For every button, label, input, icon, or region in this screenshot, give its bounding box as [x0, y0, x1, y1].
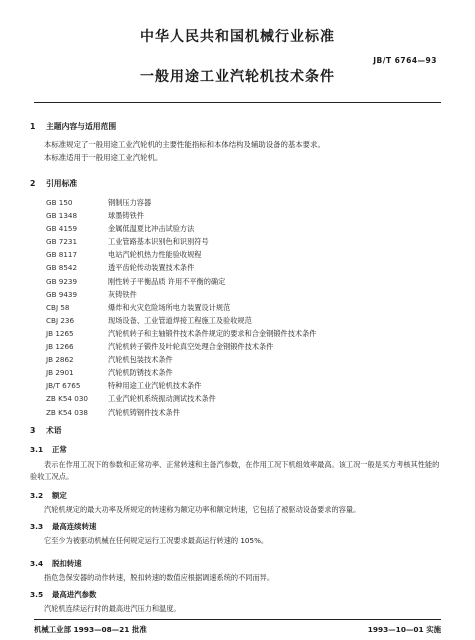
issuing-organization: 中华人民共和国机械行业标准	[140, 29, 335, 45]
reference-title: 球墨铸铁件	[108, 211, 144, 221]
reference-code: GB 4159	[46, 224, 78, 234]
section-3-heading	[30, 425, 62, 436]
section-1-title: 主题内容与适用范围	[46, 122, 117, 131]
reference-row	[46, 327, 446, 340]
reference-title: 刚性转子平衡品质 许用不平衡的确定	[108, 276, 226, 286]
reference-row	[46, 288, 446, 301]
reference-title: 透平齿轮传动装置技术条件	[108, 263, 195, 273]
reference-title: 汽轮机铸钢件技术条件	[108, 407, 180, 417]
reference-row	[46, 379, 446, 392]
reference-code: JB/T 6765	[46, 381, 81, 391]
reference-code: GB 9239	[46, 276, 78, 286]
reference-title: 工业汽轮机系统振动测试技术条件	[108, 394, 216, 404]
reference-code: ZB K54 038	[46, 407, 89, 417]
section-2-number: 2	[30, 179, 36, 188]
reference-code: GB 7231	[46, 237, 78, 247]
term-3-4-heading: 3.4 脱扣转速	[30, 559, 82, 568]
standard-number: JB/T 6764—93	[373, 56, 437, 65]
reference-code: GB 1348	[46, 211, 78, 221]
section-1-heading	[30, 121, 116, 132]
reference-row	[46, 209, 446, 222]
reference-row	[46, 275, 446, 288]
reference-title: 汽轮机转子锻件及叶轮真空处理合金钢锻件技术条件	[108, 342, 274, 352]
reference-code: JB 2862	[46, 355, 74, 365]
term-3-5-body: 汽轮机连续运行时的最高进汽压力和温度。	[44, 604, 181, 613]
reference-title: 工业管路基本识别色和识别符号	[108, 237, 209, 247]
section-1-paragraph-2: 本标准适用于一般用途工业汽轮机。	[44, 153, 163, 162]
term-3-3-body: 它至少为被驱动机械在任何规定运行工况要求最高运行转速的 105%。	[44, 536, 269, 545]
reference-row	[46, 222, 446, 235]
reference-code: CBJ 236	[46, 315, 75, 325]
reference-row	[46, 340, 446, 353]
section-1-paragraph-1: 本标准规定了一般用途工业汽轮机的主要性能指标和本体结构及辅助设备的基本要求。	[44, 140, 325, 149]
term-3-2-heading: 3.2 额定	[30, 491, 67, 500]
term-3-1-body: 表示在作用工况下的参数和正常功率、正常转速和主备汽参数，在作用工况下机组效率最高。该工况一般是买方考核其性能的验收工况点。	[30, 460, 440, 481]
reference-code: JB 1265	[46, 328, 74, 338]
reference-row	[46, 196, 446, 209]
reference-title: 灰铸铁件	[108, 289, 137, 299]
reference-row	[46, 314, 446, 327]
reference-title: 汽轮机防锈技术条件	[108, 368, 173, 378]
reference-row	[46, 235, 446, 248]
document-title: 一般用途工业汽轮机技术条件	[140, 69, 335, 85]
header-divider	[34, 102, 441, 103]
reference-row	[46, 366, 446, 379]
reference-code: GB 9439	[46, 289, 78, 299]
approval-date: 机械工业部 1993—08—21 批准	[34, 625, 147, 634]
reference-code: ZB K54 030	[46, 394, 89, 404]
reference-title: 电站汽轮机热力性能验收规程	[108, 250, 202, 260]
term-3-3-heading: 3.3 最高连续转速	[30, 522, 97, 531]
section-1-number: 1	[30, 122, 36, 131]
reference-code: JB 1266	[46, 342, 74, 352]
reference-title: 金属低温夏比冲击试验方法	[108, 224, 195, 234]
section-2-title: 引用标准	[46, 179, 78, 188]
reference-code: GB 8542	[46, 263, 78, 273]
reference-row	[46, 248, 446, 261]
reference-title: 汽轮机包装技术条件	[108, 355, 173, 365]
normative-references-list	[46, 196, 446, 419]
reference-row	[46, 392, 446, 405]
reference-row	[46, 301, 446, 314]
reference-title: 爆炸和火灾危险场所电力装置设计规范	[108, 302, 231, 312]
reference-code: GB 150	[46, 198, 73, 207]
term-3-2-body: 汽轮机规定的最大功率及所规定的转速称为额定功率和额定转速，它包括了被驱动设备要求的容量。	[44, 505, 361, 514]
term-3-5-heading: 3.5 最高进汽参数	[30, 590, 97, 599]
reference-title: 现场设备、工业管道焊接工程施工及验收规范	[108, 315, 252, 325]
term-3-1-heading: 3.1 正常	[30, 445, 67, 454]
reference-row	[46, 406, 446, 419]
reference-title: 特种用途工业汽轮机技术条件	[108, 381, 202, 391]
reference-code: JB 2901	[46, 368, 74, 378]
footer-divider	[34, 619, 441, 620]
term-3-4-body: 指危急保安器的动作转速，脱扣转速的数值应根据调速系统的不同而异。	[44, 573, 275, 582]
reference-title: 汽轮机转子和主轴锻件技术条件规定的要求和合金钢锻件技术条件	[108, 328, 317, 338]
reference-title: 钢制压力容器	[108, 198, 152, 207]
section-3-title: 术语	[46, 426, 62, 435]
reference-code: GB 8117	[46, 250, 78, 260]
reference-code: CBJ 58	[46, 302, 70, 312]
reference-row	[46, 353, 446, 366]
section-3-number: 3	[30, 426, 36, 435]
reference-row	[46, 261, 446, 274]
section-2-heading	[30, 178, 77, 189]
implementation-date: 1993—10—01 实施	[367, 625, 441, 634]
